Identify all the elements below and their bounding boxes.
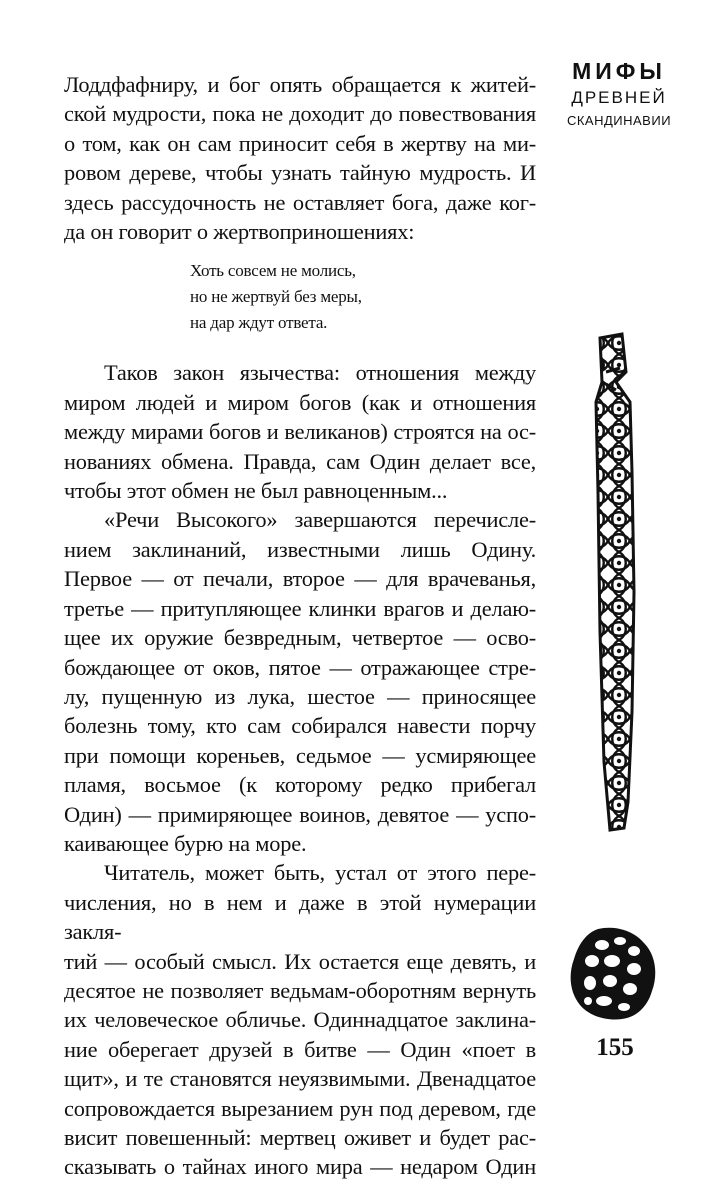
text-line: тий — особый смысл. Их остается еще девять, и [64,948,536,974]
text-line: да он говорит о жертвоприношениях: [64,219,415,245]
text-line: висит повешенный: мертвец оживет и будет рас- [64,1125,536,1150]
text-line: Таков закон язычества: отношения между [104,360,536,386]
poem-quote [190,258,536,336]
page-number: 155 [596,1034,634,1061]
text-line: ской мудрости, пока не доходит до повествования [64,101,536,127]
text-line: нием заклинаний, известными лишь Одину. [64,536,536,562]
text-line: десятое не позволяет ведьмам-оборотням вернуть [64,977,536,1003]
text-line: сказывать о тайнах иного мира — недаром Один [64,1154,536,1180]
text-line: ние оберегает друзей в битве — Один «поет в [64,1036,536,1062]
text-line: щит», и те становятся неуязвимыми. Двенадцатое [64,1066,536,1092]
poem-line: но не жертвуй без меры, [190,287,362,307]
text-line: здесь рассудочность не оставляет бога, даже ког- [64,189,536,215]
text-line: между мирами богов и великанов) строятся на ос- [64,419,536,445]
text-line: миром людей и миром богов (как и отношения [64,389,536,415]
text-line: третье — притупляющее клинки врагов и делаю- [64,595,536,621]
running-head-line-2: ДРЕВНЕЙ [571,88,667,107]
text-line: ровом дереве, чтобы узнать тайную мудрость. И [64,160,536,186]
text-line: лу, пущенную из лука, шестое — приносящее [64,683,536,709]
text-line: чтобы этот обмен не был равноценным... [64,478,448,504]
text-line: «Речи Высокого» завершаются перечисле- [104,507,536,533]
running-head [566,56,672,132]
poem-line: Хоть совсем не молись, [190,261,356,281]
text-line: щее их оружие безвредным, четвертое — осво- [64,625,536,651]
text-line: каивающее бурю на море. [64,830,307,856]
text-line: о том, как он сам приносит себя в жертву на ми- [64,130,536,156]
text-line: числения, но в нем и даже в этой нумерации закля- [64,889,536,945]
shell-ornament-icon [568,925,658,1021]
text-line: Один) — примиряющее воинов, девятое — успо- [64,801,536,827]
text-line: бождающее от оков, пятое — отражающее стре- [64,654,536,680]
poem-line: на дар ждут ответа. [190,313,328,333]
text-line: болезнь тому, кто сам собирался навести порчу [64,713,536,739]
text-line: их человеческое обличье. Одиннадцатое заклина- [64,1007,536,1033]
carved-wooden-panel-icon [586,332,642,832]
running-head-line-3: СКАНДИНАВИИ [566,113,672,128]
text-line: нованиях обмена. Правда, сам Один делает все, [64,448,536,474]
text-line: Первое — от печали, второе — для врачеванья, [64,566,536,592]
text-line: Лоддфафниру, и бог опять обращается к житей- [64,72,536,97]
text-line: сопровождается вырезанием рун под деревом, где [64,1095,536,1121]
text-line: пламя, восьмое (к которому редко прибегал [64,772,536,798]
text-line: при помощи кореньев, седьмое — усмиряющее [64,742,536,768]
main-text [64,70,536,1182]
text-line: Читатель, может быть, устал от этого пере- [104,860,536,886]
running-head-line-1: МИФЫ [572,58,666,84]
